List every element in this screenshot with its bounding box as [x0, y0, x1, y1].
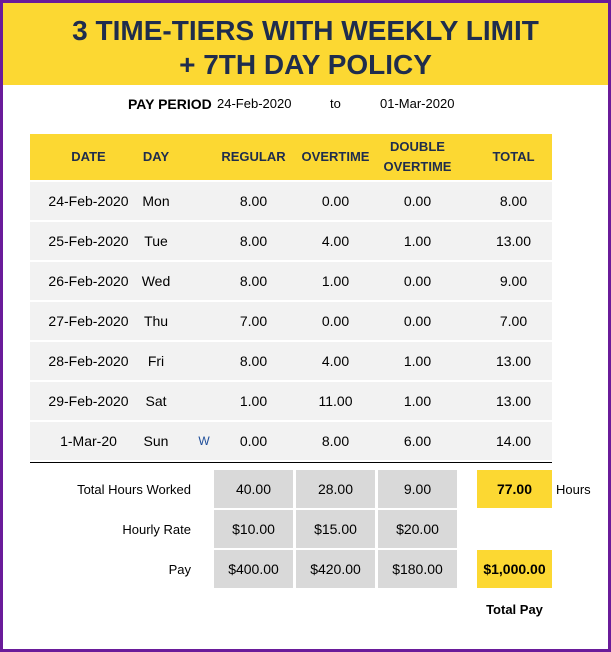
cell-double-overtime[interactable]: 0.00	[403, 273, 432, 289]
cell-overtime[interactable]: 11.00	[318, 393, 353, 409]
cell-double-overtime[interactable]: 1.00	[403, 353, 432, 369]
pay-period-label: PAY PERIOD	[128, 96, 212, 112]
header-double-overtime: DOUBLE OVERTIME	[383, 139, 452, 174]
table-row	[30, 262, 552, 300]
header-regular: REGULAR	[221, 149, 286, 164]
cell-regular[interactable]: 8.00	[239, 273, 268, 289]
pay-period-to: to	[330, 96, 341, 111]
table-row	[30, 222, 552, 260]
cell-date[interactable]: 26-Feb-2020	[48, 273, 129, 289]
cell-double-overtime[interactable]: 1.00	[403, 233, 432, 249]
table-header	[30, 134, 552, 180]
cell-date[interactable]: 29-Feb-2020	[48, 393, 129, 409]
rate-double[interactable]: $20.00	[378, 510, 457, 548]
table-row	[30, 302, 552, 340]
cell-regular[interactable]: 8.00	[239, 353, 268, 369]
rate-label: Hourly Rate	[122, 521, 191, 537]
cell-total: 13.00	[495, 353, 532, 369]
cell-day: Tue	[144, 233, 168, 249]
cell-date[interactable]: 25-Feb-2020	[48, 233, 129, 249]
header-day: DAY	[142, 149, 170, 164]
cell-regular[interactable]: 1.00	[239, 393, 268, 409]
cell-overtime[interactable]: 8.00	[321, 433, 350, 449]
cell-double-overtime[interactable]: 6.00	[403, 433, 432, 449]
cell-overtime[interactable]: 4.00	[321, 353, 350, 369]
table-row	[30, 182, 552, 220]
cell-date[interactable]: 24-Feb-2020	[48, 193, 129, 209]
cell-overtime[interactable]: 0.00	[321, 313, 350, 329]
hours-overtime: 28.00	[296, 470, 375, 508]
cell-total: 13.00	[495, 393, 532, 409]
cell-regular[interactable]: 8.00	[239, 233, 268, 249]
hours-total: 77.00	[477, 470, 552, 508]
cell-overtime[interactable]: 0.00	[321, 193, 350, 209]
cell-double-overtime[interactable]: 1.00	[403, 393, 432, 409]
table-bottom-rule	[30, 462, 552, 463]
cell-date[interactable]: 27-Feb-2020	[48, 313, 129, 329]
cell-regular[interactable]: 0.00	[239, 433, 268, 449]
cell-day: Sat	[145, 393, 167, 409]
rate-overtime[interactable]: $15.00	[296, 510, 375, 548]
cell-day: Mon	[142, 193, 170, 209]
rate-regular[interactable]: $10.00	[214, 510, 293, 548]
pay-total: $1,000.00	[477, 550, 552, 588]
hours-unit: Hours	[556, 482, 591, 497]
cell-regular[interactable]: 8.00	[239, 193, 268, 209]
title-line-2: + 7TH DAY POLICY	[179, 49, 432, 80]
total-pay-label: Total Pay	[486, 602, 543, 617]
cell-day: Sun	[143, 433, 169, 449]
pay-period-start[interactable]: 24-Feb-2020	[217, 96, 292, 111]
pay-double: $180.00	[378, 550, 457, 588]
table-row	[30, 422, 552, 460]
pay-period-end[interactable]: 01-Mar-2020	[380, 96, 455, 111]
hours-label: Total Hours Worked	[77, 481, 191, 497]
hours-regular: 40.00	[214, 470, 293, 508]
cell-total: 7.00	[499, 313, 528, 329]
cell-date[interactable]: 28-Feb-2020	[48, 353, 129, 369]
pay-regular: $400.00	[214, 550, 293, 588]
cell-day: Thu	[143, 313, 169, 329]
title-line-1: 3 TIME-TIERS WITH WEEKLY LIMIT	[72, 15, 539, 46]
cell-total: 8.00	[499, 193, 528, 209]
table-row	[30, 342, 552, 380]
cell-double-overtime[interactable]: 0.00	[403, 193, 432, 209]
cell-regular[interactable]: 7.00	[239, 313, 268, 329]
cell-overtime[interactable]: 1.00	[321, 273, 350, 289]
cell-day: Wed	[141, 273, 171, 289]
cell-day: Fri	[147, 353, 165, 369]
cell-date[interactable]: 1-Mar-20	[60, 433, 117, 449]
header-total: TOTAL	[492, 149, 535, 164]
cell-total: 9.00	[499, 273, 528, 289]
cell-total: 13.00	[495, 233, 532, 249]
cell-total: 14.00	[495, 433, 532, 449]
pay-overtime: $420.00	[296, 550, 375, 588]
table-row	[30, 382, 552, 420]
cell-overtime[interactable]: 4.00	[321, 233, 350, 249]
header-date: DATE	[71, 149, 106, 164]
cell-marker: W	[198, 434, 210, 448]
hours-double: 9.00	[378, 470, 457, 508]
pay-label: Pay	[168, 561, 191, 577]
cell-double-overtime[interactable]: 0.00	[403, 313, 432, 329]
header-overtime: OVERTIME	[301, 149, 370, 164]
title-banner	[3, 3, 608, 85]
